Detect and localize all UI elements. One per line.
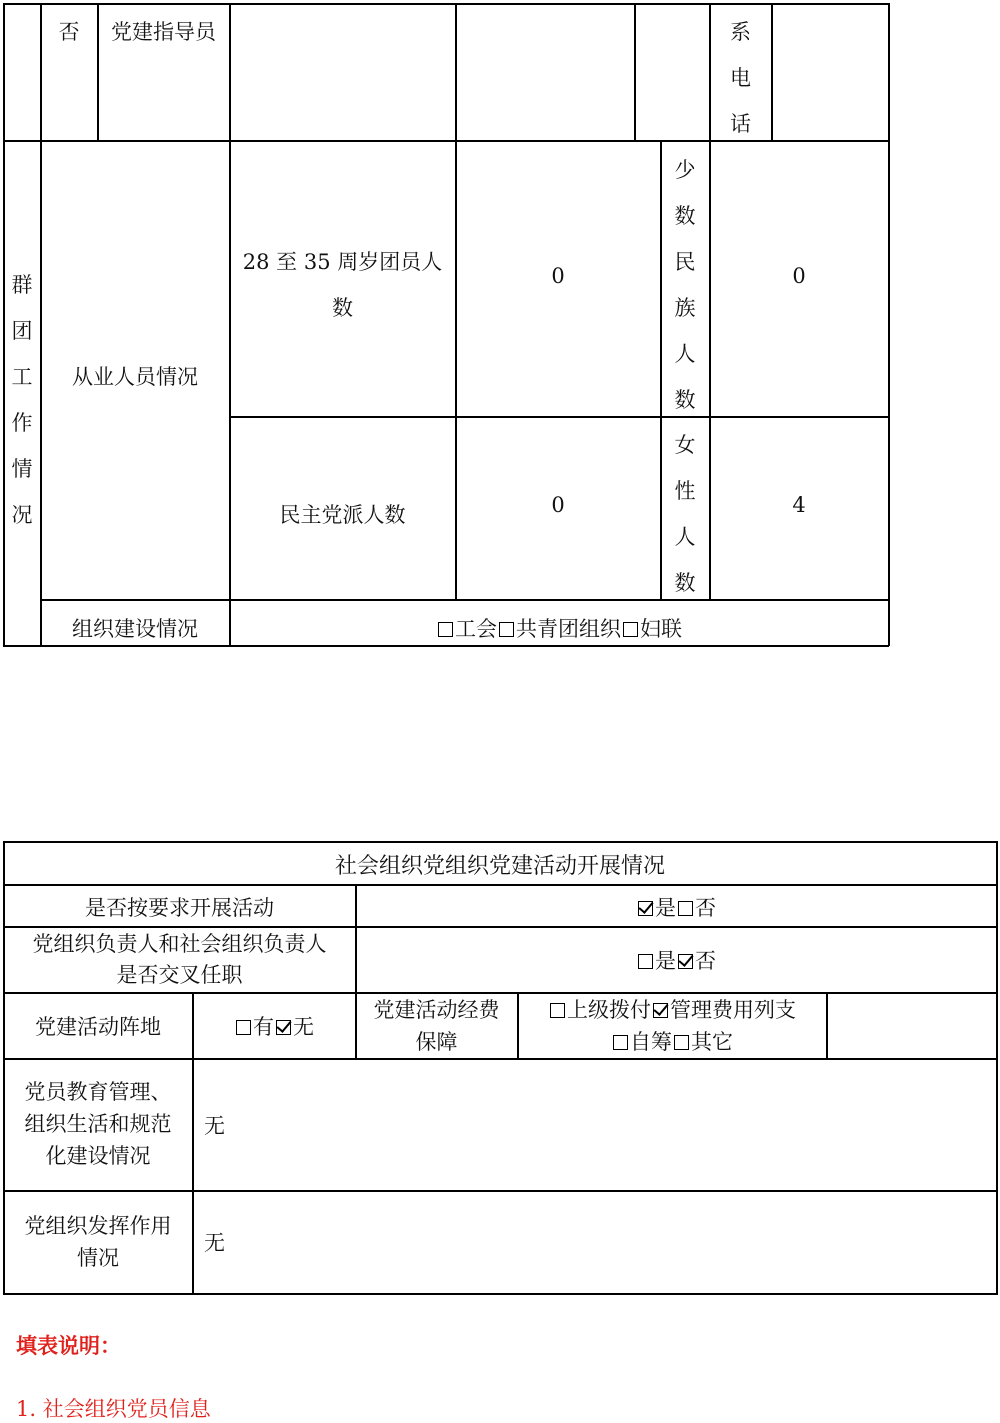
rule (771, 3, 773, 141)
rule (3, 841, 998, 843)
checkbox-youth-league[interactable] (499, 622, 514, 637)
checkbox-venue-no[interactable] (276, 1020, 291, 1035)
checkbox-activity-no[interactable] (678, 901, 693, 916)
activity-label: 是否按要求开展活动 (85, 896, 274, 920)
funding-label: 党建活动经费 保障 (373, 998, 500, 1054)
cross-post-options: 是 否 (356, 945, 996, 975)
cross-post-label: 党组织负责人和社会组织负责人 是否交叉任职 (32, 932, 327, 987)
minority-label: 少 数 民 族 人 数 (674, 158, 696, 412)
org-options: 工会 共青团组织 妇联 (230, 613, 888, 643)
rule (3, 1293, 998, 1295)
female-value: 4 (792, 493, 806, 517)
venue-options: 有 无 (193, 1011, 355, 1041)
league-value: 0 (551, 264, 565, 288)
checkbox-funding-superior[interactable] (550, 1003, 565, 1018)
rule (3, 1058, 998, 1060)
contact-phone-label: 系 电 话 (730, 20, 751, 136)
rule (634, 3, 636, 141)
checkbox-funding-mgmt[interactable] (653, 1003, 668, 1018)
rule (40, 3, 42, 646)
checkbox-women-federation[interactable] (623, 622, 638, 637)
democratic-value: 0 (551, 493, 565, 517)
table-title: 社会组织党组织党建活动开展情况 (334, 854, 665, 879)
league-label-line1: 28 至 35 周岁团员人 (242, 250, 443, 274)
guide-label: 党建指导员 (111, 20, 216, 44)
rule (229, 3, 231, 646)
checkbox-cross-yes[interactable] (638, 954, 653, 969)
education-value: 无 (204, 1114, 225, 1138)
rule (3, 884, 998, 886)
rule (826, 992, 828, 1059)
org-label: 组织建设情况 (72, 617, 198, 641)
rule (996, 841, 998, 1294)
education-label: 党员教育管理、 组织生活和规范 化建设情况 (24, 1080, 172, 1168)
notes-heading: 填表说明： (16, 1333, 121, 1358)
mass-group-section-label: 群 团 工 作 情 况 (11, 273, 33, 527)
role-value: 无 (204, 1231, 225, 1255)
checkbox-venue-yes[interactable] (236, 1020, 251, 1035)
staff-label: 从业人员情况 (72, 365, 198, 389)
funding-options: 上级拨付 管理费用列支 自筹 其它 (518, 994, 826, 1058)
activity-options: 是 否 (356, 892, 996, 922)
checkbox-funding-other[interactable] (674, 1035, 689, 1050)
checkbox-activity-yes[interactable] (638, 901, 653, 916)
minority-value: 0 (792, 264, 806, 288)
checkbox-cross-no[interactable] (678, 954, 693, 969)
venue-label: 党建活动阵地 (35, 1015, 161, 1039)
rule (230, 416, 889, 418)
guide-answer: 否 (58, 20, 80, 44)
rule (3, 645, 889, 647)
checkbox-union[interactable] (438, 622, 453, 637)
rule (3, 926, 998, 928)
rule (888, 3, 890, 646)
rule (3, 1190, 998, 1192)
checkbox-funding-self[interactable] (613, 1035, 628, 1050)
league-label-line2: 数 (332, 296, 353, 320)
rule (41, 599, 889, 601)
democratic-label: 民主党派人数 (279, 503, 406, 527)
notes-item-1: 1. 社会组织党员信息 (16, 1397, 211, 1421)
rule (3, 3, 889, 5)
female-label: 女 性 人 数 (674, 433, 696, 595)
role-label: 党组织发挥作用 情况 (24, 1214, 172, 1270)
